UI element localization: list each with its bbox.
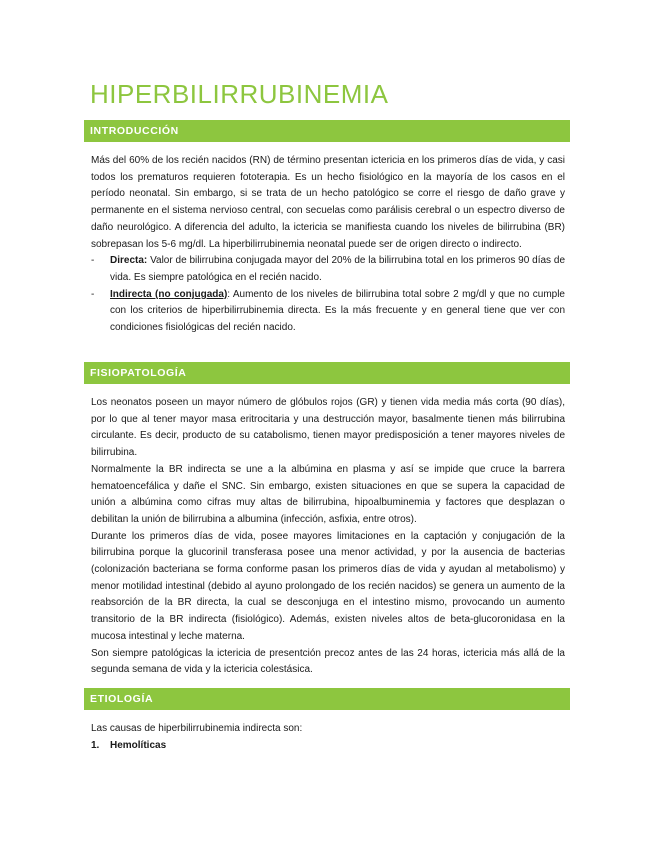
section-heading-introduccion: INTRODUCCIÓN	[84, 120, 570, 142]
term-directa: Directa:	[110, 255, 148, 267]
section-body-etiologia	[91, 721, 565, 754]
fisio-paragraph-4: Son siempre patológicas la ictericia de presentción precoz antes de las 24 horas, ictericia más allá de la segunda semana de vida y la ictericia colestásica.	[91, 647, 565, 676]
document-title: HIPERBILIRRUBINEMIA	[90, 79, 389, 109]
list-marker: -	[91, 255, 95, 267]
term-indirecta: Indirecta (no conjugada)	[110, 288, 228, 300]
etio-paragraph: Las causas de hiperbilirrubinemia indirecta son:	[91, 723, 303, 734]
cause-hemoliticas: Hemolíticas	[110, 739, 167, 751]
list-item-directa	[91, 253, 565, 286]
fisio-paragraph-3: Durante los primeros días de vida, posee mayores limitaciones en la captación y conjugación de la bilirrubina porque la glucorinil transferasa posee una menor actividad, y por la ausencia de bacterias (colonización bacteriana se forma conforme pasan los primeros días de vida y ayudan al metabolismo) y menor motilidad intestinal (debido al ayuno prolongado de los recién nacidos) se genera un aumento de la reabsorción de la BR directa, la cual se desconjuga en el intestino mismo, provocando un aumento transitorio de la BR indirecta (fisiológico). Además, existen niveles altos de beta-glucoronidasa en la mucosa intestinal y leche materna.	[91, 530, 565, 642]
bilirubin-type-list	[91, 253, 565, 337]
definition-directa: Valor de bilirrubina conjugada mayor del 20% de la bilirrubina total en los primeros 90 días de vida. Es siempre patológica en el recién nacido.	[110, 255, 565, 283]
section-heading-fisiopatologia: FISIOPATOLOGÍA	[84, 362, 570, 384]
section-heading-etiologia: ETIOLOGÍA	[84, 688, 570, 710]
list-number: 1.	[91, 739, 100, 751]
section-body-introduccion	[91, 153, 565, 337]
fisio-paragraph-1: Los neonatos poseen un mayor número de glóbulos rojos (GR) y tienen vida media más corta (90 días), por lo que al tener mayor masa eritrocitaria y una destrucción mayor, basalmente tienen más bilirrubina circulante. Es decir, producto de su catabolismo, tienen mayor predisposición a tener mayores niveles de bilirrubina.	[91, 397, 565, 459]
list-item-indirecta	[91, 287, 565, 337]
list-item-hemoliticas	[91, 738, 565, 755]
list-marker: -	[91, 288, 95, 300]
fisio-paragraph-2: Normalmente la BR indirecta se une a la albúmina en plasma y así se impide que cruce la barrera hematoencefálica y dañe el SNC. Sin embargo, existen situaciones en que se supera la capacidad de unión a albúmina como cifras muy altas de bilirrubina, hipoalbuminemia y factores que desplazan o debilitan la unión de bilirrubina a albumina (infección, asfixia, entre otros).	[91, 463, 565, 525]
intro-paragraph: Más del 60% de los recién nacidos (RN) de término presentan ictericia en los primeros días de vida, y casi todos los prematuros requieren fototerapia. Es un hecho fisiológico en la mayoría de los casos en el período neonatal. Sin embargo, si se trata de un hecho patológico se corre el riesgo de daño grave y permanente en el sistema nervioso central, con secuelas como parálisis cerebral o un espectro diverso de daño neurológico. A diferencia del adulto, la ictericia se manifiesta cuando los niveles de bilirrubina (BR) sobrepasan los 5-6 mg/dl. La hiperbilirrubinemia neonatal puede ser de origen directo o indirecto.	[91, 155, 565, 250]
section-body-fisiopatologia	[91, 395, 565, 679]
definition-indirecta: : Aumento de los niveles de bilirrubina total sobre 2 mg/dl y que no cumple con los criterios de hiperbilirrubinemia directa. Es la más frecuente y en general tiene que ver con condiciones fisiológicas del recién nacido.	[110, 288, 565, 334]
